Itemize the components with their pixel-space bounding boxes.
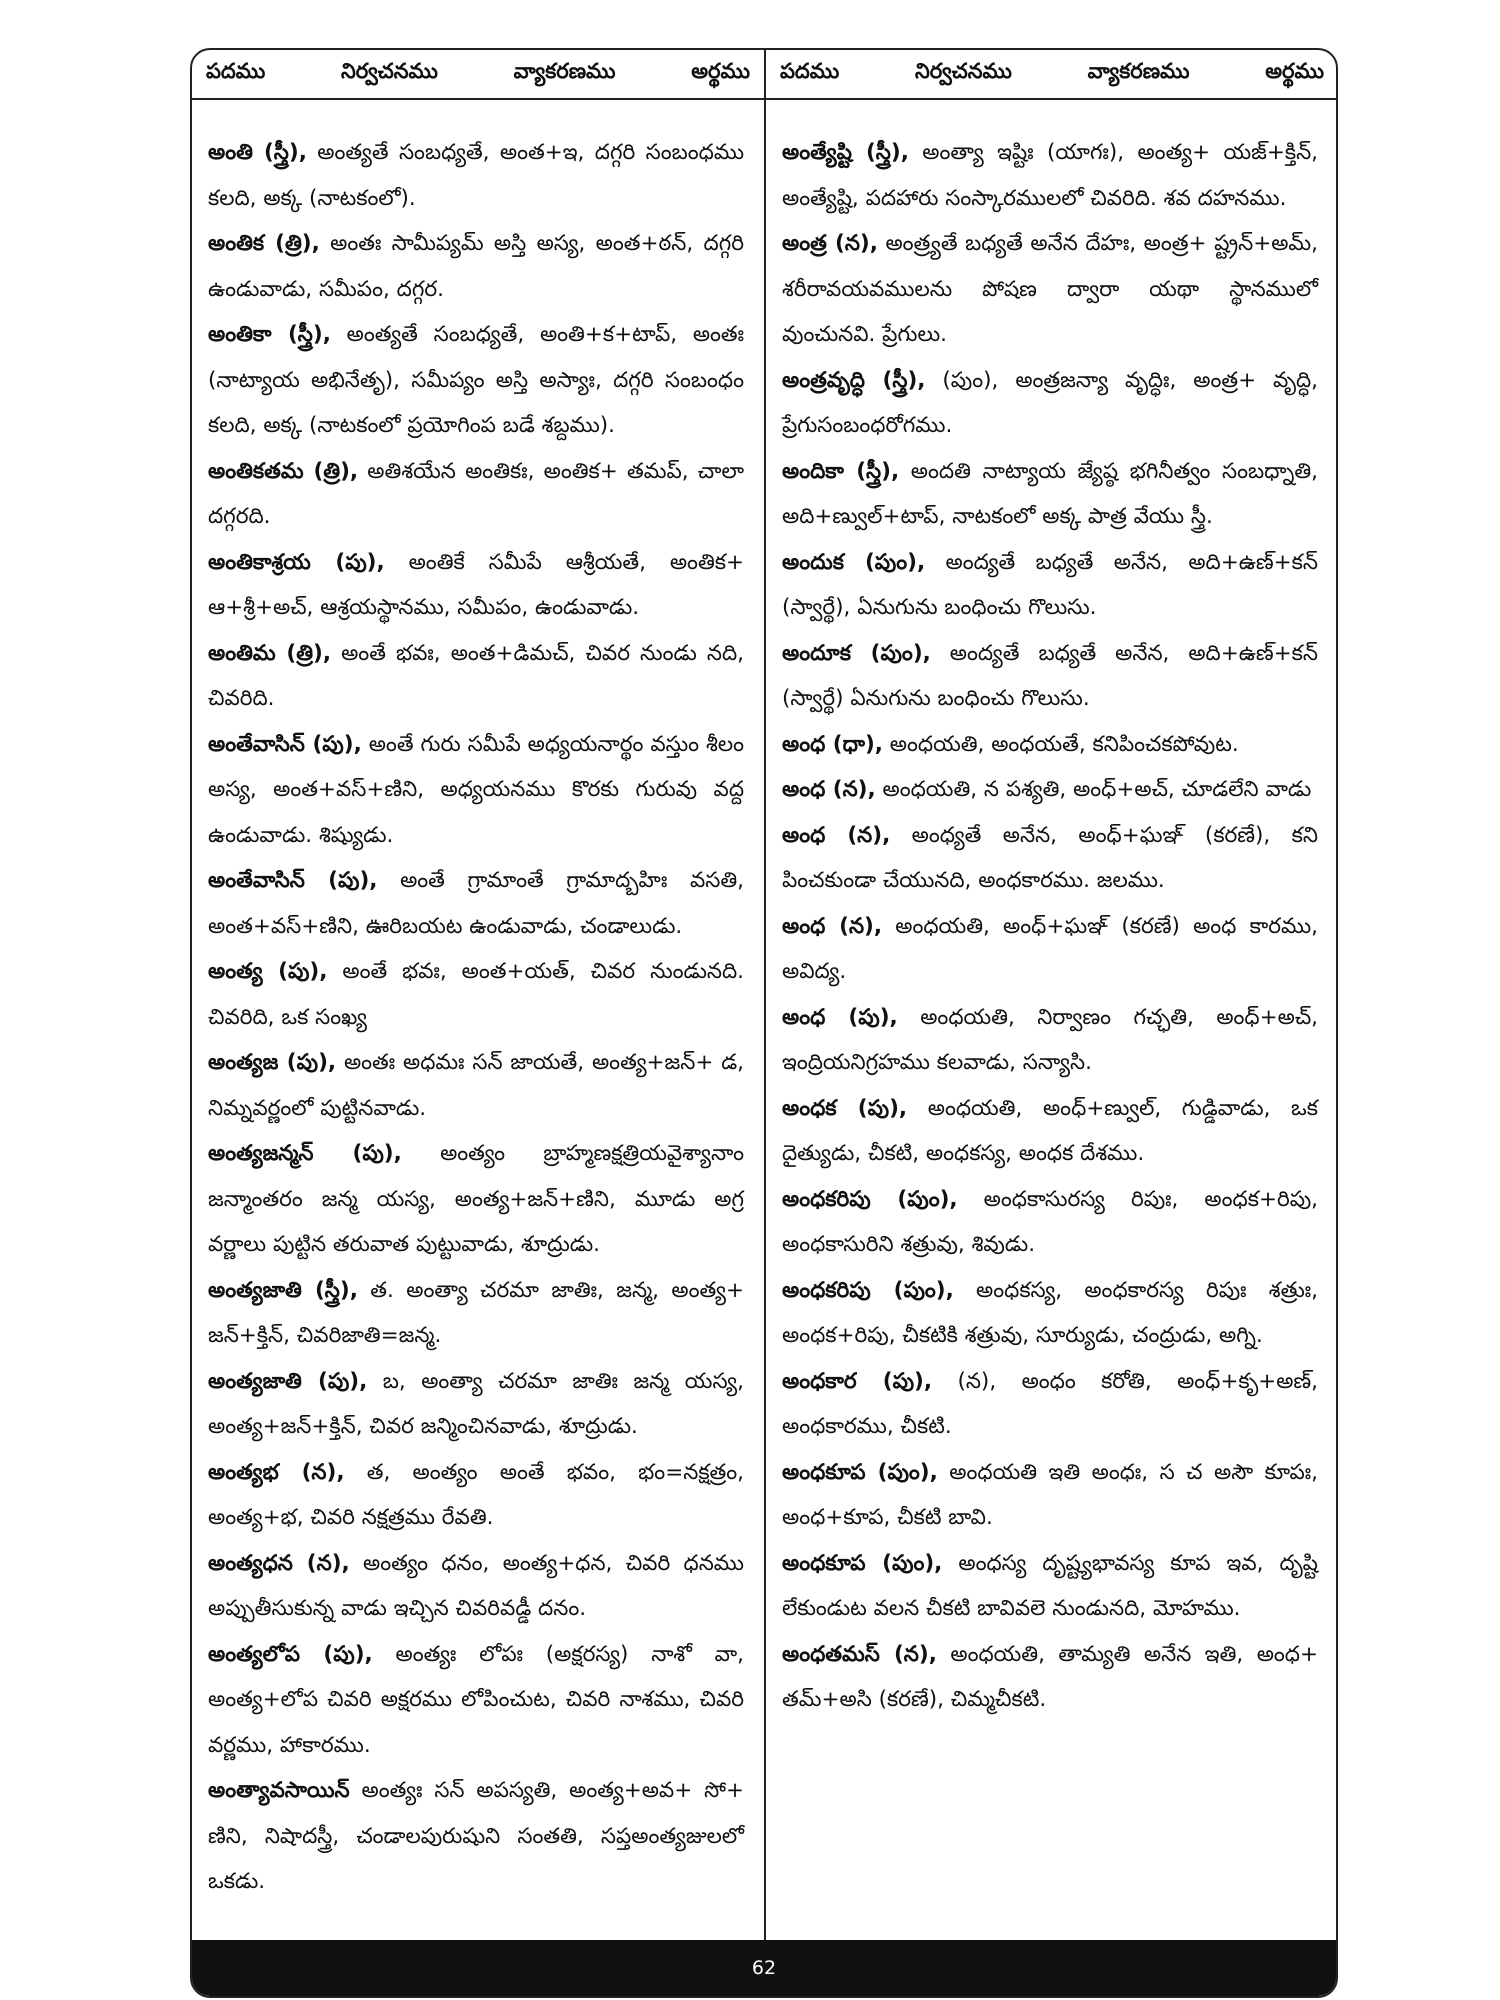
entry-definition: అంతః సామీప్యమ్ అస్తి అస్య, అంత+ఠన్, దగ్గరి ఉండువాడు, సమీపం, దగ్గర. — [208, 231, 744, 302]
entry-headword: అంత్యావసాయిన్ — [208, 1778, 350, 1803]
entry-definition: అంధ్యతే అనేన, అంధ్+ఘఞ్ (కరణే), కని పించకుండా చేయునది, అంధకారము. జలము. — [782, 822, 1318, 893]
entry-definition: అంత్యతే సంబధ్యతే, అంత+ఇ, దగ్గరి సంబంధము కలది, అక్క (నాటకంలో). — [208, 140, 745, 211]
dictionary-entry — [208, 1541, 744, 1632]
header-right-meaning: అర్థము — [1265, 59, 1324, 83]
entry-definition: అంధయతి, అంధయతే, కనిపించకపోవుట. — [882, 731, 1239, 757]
entry-definition: అంధస్య దృష్ట్యభావస్య కూప ఇవ, దృష్టి లేకుండుట వలన చీకటి బావివలె నుండునది, మోహము. — [782, 1550, 1318, 1621]
entry-headword: అంత్యేష్టి (స్త్రీ), — [782, 140, 909, 165]
entry-headword: అంతికా (స్త్రీ), — [208, 322, 331, 347]
dictionary-entry — [208, 130, 744, 221]
right-column — [782, 130, 1318, 1723]
entry-headword: అంధకరిపు (పుం), — [782, 1277, 954, 1303]
dictionary-entry — [782, 540, 1318, 631]
dictionary-entry — [782, 1541, 1318, 1632]
entry-definition: అంతే గ్రామాంతే గ్రామాద్బహిః వసతి, అంత+వస్+ణిని, ఊరిబయట ఉండువాడు, చండాలుడు. — [208, 868, 744, 939]
entry-headword: అందికా (స్త్రీ), — [782, 458, 900, 484]
dictionary-entry — [208, 1268, 744, 1359]
dictionary-entry — [208, 1450, 744, 1541]
dictionary-entry — [782, 1450, 1318, 1541]
entry-definition: (న), అంధం కరోతి, అంధ్+కృ+అణ్, అంధకారము, చీకటి. — [782, 1368, 1318, 1439]
entry-definition: అంతే భవః, అంత+యత్, చివర నుండునది. చివరిది, ఒక సంఖ్య — [208, 959, 744, 1030]
entry-definition: బ, అంత్యా చరమా జాతిః జన్మ యస్య, అంత్య+జన్+క్తిన్, చివర జన్మించినవాడు, శూద్రుడు. — [208, 1368, 744, 1439]
entry-definition: అంధయతి, అంధ్+ణ్వుల్, గుడ్డివాడు, ఒక దైత్యుడు, చీకటి, అంధకస్య, అంధక దేశము. — [782, 1095, 1319, 1166]
entry-definition: (పుం), అంత్రజన్యా వృద్ధిః, అంత్ర+ వృద్ధి, ప్రేగుసంబంధరోగము. — [782, 367, 1318, 438]
page-frame — [190, 48, 1338, 1998]
header-right-definition: నిర్వచనము — [914, 59, 1012, 83]
entry-headword: అంతేవాసిన్ (పు), — [208, 868, 378, 893]
entry-definition: అంతః అధమః సన్ జాయతే, అంత్య+జన్+ డ, నిమ్నవర్ణంలో పుట్టినవాడు. — [208, 1050, 744, 1121]
entry-headword: అంధతమస్ (న), — [782, 1641, 937, 1667]
entry-headword: అంత్యజన్మన్ (పు), — [208, 1141, 402, 1166]
entry-definition: అంధయతి, న పశ్యతి, అంధ్+అచ్, చూడలేని వాడు — [875, 777, 1312, 802]
dictionary-entry — [782, 358, 1318, 449]
dictionary-entry — [208, 1632, 744, 1769]
entry-definition: త, అంత్యం అంతే భవం, భం=నక్షత్రం, అంత్య+భ, చివరి నక్షత్రము రేవతి. — [208, 1459, 744, 1530]
entry-headword: అంధకార (పు), — [782, 1368, 933, 1394]
entry-definition: అందతి నాట్యాయ జ్యేష్ఠ భగినీత్వం సంబధ్నాతి, అది+ణ్వుల్+టాప్, నాటకంలో అక్క పాత్ర వేయు స్త్రీ. — [782, 458, 1318, 529]
entry-definition: అంధయతి ఇతి అంధః, స చ అసౌ కూపః, అంధ+కూప, చీకటి బావి. — [782, 1459, 1318, 1530]
entry-definition: అంత్యః లోపః (అక్షరస్య) నాశో వా, అంత్య+లోప చివరి అక్షరము లోపించుట, చివరి నాశము, చివరి వర్ణము, హాకారము. — [208, 1641, 744, 1758]
dictionary-entry — [782, 130, 1318, 221]
dictionary-entry — [208, 1131, 744, 1268]
dictionary-entry — [208, 722, 744, 859]
entry-definition: అంధకాసురస్య రిపుః, అంధక+రిపు, అంధకాసురిని శత్రువు, శివుడు. — [782, 1186, 1318, 1257]
dictionary-entry — [782, 449, 1318, 540]
dictionary-entry — [208, 858, 744, 949]
entry-definition: అంత్యా ఇష్టిః (యాగః), అంత్య+ యజ్+క్తిన్, అంత్యేష్టి, పదహారు సంస్కారములలో చివరిది. శవ దహనము. — [782, 140, 1318, 211]
entry-definition: అంత్యతే సంబధ్యతే, అంతి+క+టాప్, అంతః (నాట్యాయ అభినేతృ), సమీప్యం అస్తి అస్యాః, దగ్గరి సంబంధం కలది, అక్క (నాటకంలో ప్రయోగింప బడే శబ్దము). — [208, 322, 745, 438]
entry-definition: అంత్ర్యతే బధ్యతే అనేన దేహః, అంత్ర+ ష్ట్రన్+అమ్, శరీరావయవములను పోషణ ద్వారా యథా స్థానములో వుంచునవి. ప్రేగులు. — [782, 231, 1318, 347]
header-left-word: పదము — [206, 59, 266, 83]
entry-headword: అంత్యభ (న), — [208, 1459, 345, 1485]
entry-definition: అంత్యః సన్ అపస్యతి, అంత్య+అవ+ సో+ ణిని, నిషాదస్త్రీ, చండాలపురుషుని సంతతి, సప్తఅంత్యజులలో ఒకడు. — [208, 1778, 744, 1894]
dictionary-entry — [782, 631, 1318, 722]
entry-headword: అంత్రవృద్ధి (స్త్రీ), — [782, 367, 926, 393]
header-right-grammar: వ్యాకరణము — [1087, 59, 1190, 83]
header-left-grammar: వ్యాకరణము — [513, 59, 616, 83]
entry-headword: అంత్యధన (న), — [208, 1550, 350, 1576]
entry-headword: అంత్ర (న), — [782, 231, 878, 256]
dictionary-entry — [782, 722, 1318, 768]
dictionary-entry — [208, 1359, 744, 1450]
entry-definition: అంత్యం బ్రాహ్మణక్షత్రియవైశ్యానాం జన్మాంతరం జన్మ యస్య, అంత్య+జన్+ణిని, మూడు అగ్ర వర్ణాలు పుట్టిన తరువాత పుట్టువాడు, శూద్రుడు. — [208, 1141, 744, 1257]
entry-definition: అంతే గురు సమీపే అధ్యయనార్థం వస్తుం శీలం అస్య, అంత+వస్+ణిని, అధ్యయనము కొరకు గురువు వద్ద ఉండువాడు. శిష్యుడు. — [208, 731, 744, 848]
dictionary-entry — [208, 1040, 744, 1131]
entry-headword: అంధకూప (పుం), — [782, 1550, 943, 1576]
entry-headword: అంత్యలోప (పు), — [208, 1641, 373, 1667]
entry-definition: అంద్యతే బధ్యతే అనేన, అది+ఉణ్+కన్ (స్వార్థే) ఏనుగును బంధించు గొలుసు. — [782, 640, 1318, 711]
column-divider — [764, 50, 766, 1942]
dictionary-entry — [782, 1086, 1318, 1177]
dictionary-entry — [782, 221, 1318, 358]
entry-headword: అంతిక (త్రి), — [208, 231, 320, 256]
entry-definition: అంధకస్య, అంధకారస్య రిపుః శత్రుః, అంధక+రిపు, చీకటికి శత్రువు, సూర్యుడు, చంద్రుడు, అగ్ని. — [782, 1277, 1318, 1348]
page-number: 62 — [751, 1957, 777, 1979]
header-left-meaning: అర్థము — [691, 59, 750, 83]
dictionary-entry — [208, 949, 744, 1040]
entry-headword: అంధ (న), — [782, 913, 883, 939]
entry-headword: అంధ (న), — [782, 822, 891, 848]
entry-headword: అందుక (పుం), — [782, 549, 926, 575]
entry-headword: అంధకూప (పుం), — [782, 1459, 938, 1485]
entry-definition: అంత్యం ధనం, అంత్య+ధన, చివరి ధనము అప్పుతీసుకున్న వాడు ఇచ్చిన చివరివడ్డీ దనం. — [208, 1550, 744, 1621]
dictionary-entry — [782, 813, 1318, 904]
entry-headword: అంధకరిపు (పుం), — [782, 1186, 958, 1212]
dictionary-entry — [208, 540, 744, 631]
entry-headword: అంతికాశ్రయ (పు), — [208, 549, 385, 575]
page-footer — [192, 1940, 1336, 1996]
entry-headword: అంధక (పు), — [782, 1095, 908, 1121]
dictionary-entry — [782, 1632, 1318, 1723]
header-right — [766, 50, 1338, 98]
dictionary-entry — [208, 631, 744, 722]
entry-headword: అంత్యజాతి (స్త్రీ), — [208, 1277, 358, 1303]
dictionary-entry — [782, 1268, 1318, 1359]
entry-definition: అంతే భవః, అంత+డిమచ్, చివర నుండు నది, చివరిది. — [208, 640, 745, 711]
header-left — [192, 50, 764, 98]
entry-definition: అంద్యతే బధ్యతే అనేన, అది+ఉణ్+కన్ (స్వార్థే), ఏనుగును బంధించు గొలుసు. — [782, 549, 1318, 620]
entry-definition: అంధయతి, అంధ్+ఘఞ్ (కరణే) అంధ కారము, అవిద్య. — [782, 913, 1318, 984]
dictionary-entry — [782, 1359, 1318, 1450]
entry-headword: అంతికతమ (త్రి), — [208, 458, 359, 484]
dictionary-entry — [782, 1177, 1318, 1268]
dictionary-entry — [782, 904, 1318, 995]
entry-headword: అంతిమ (త్రి), — [208, 640, 332, 666]
dictionary-entry — [208, 449, 744, 540]
entry-definition: అతిశయేన అంతికః, అంతిక+ తమప్, చాలా దగ్గరది. — [208, 458, 745, 529]
entry-definition: త. అంత్యా చరమా జాతిః, జన్మ, అంత్య+ జన్+క్తిన్, చివరిజాతి=జన్మ. — [208, 1277, 744, 1348]
dictionary-entry — [782, 995, 1318, 1086]
entry-headword: అంతేవాసిన్ (పు), — [208, 731, 362, 757]
entry-headword: అందూక (పుం), — [782, 640, 931, 666]
dictionary-entry — [208, 1768, 744, 1905]
entry-headword: అంత్యజ (పు), — [208, 1050, 337, 1075]
dictionary-entry — [208, 312, 744, 449]
entry-headword: అంత్య (పు), — [208, 959, 328, 984]
entry-headword: అంధ (పు), — [782, 1004, 898, 1030]
entry-definition: అంతికే సమీపే ఆశ్రీయతే, అంతిక+ ఆ+శ్రీ+అచ్, ఆశ్రయస్థానము, సమీపం, ఉండువాడు. — [208, 549, 744, 620]
header-left-definition: నిర్వచనము — [340, 59, 438, 83]
dictionary-entry — [782, 767, 1318, 813]
entry-headword: అంత్యజాతి (పు), — [208, 1368, 368, 1394]
entry-definition: అంధయతి, తామ్యతి అనేన ఇతి, అంధ+ తమ్+అసి (కరణే), చిమ్మచీకటి. — [782, 1641, 1318, 1712]
entry-headword: అంధ (ధా), — [782, 731, 883, 757]
entry-definition: అంధయతి, నిర్వాణం గచ్ఛతి, అంధ్+అచ్, ఇంద్రియనిగ్రహము కలవాడు, సన్యాసి. — [782, 1004, 1319, 1075]
entry-headword: అంధ (న), — [782, 777, 876, 802]
entry-headword: అంతి (స్త్రీ), — [208, 140, 307, 165]
left-column — [208, 130, 744, 1905]
dictionary-entry — [208, 221, 744, 312]
header-right-word: పదము — [780, 59, 840, 83]
